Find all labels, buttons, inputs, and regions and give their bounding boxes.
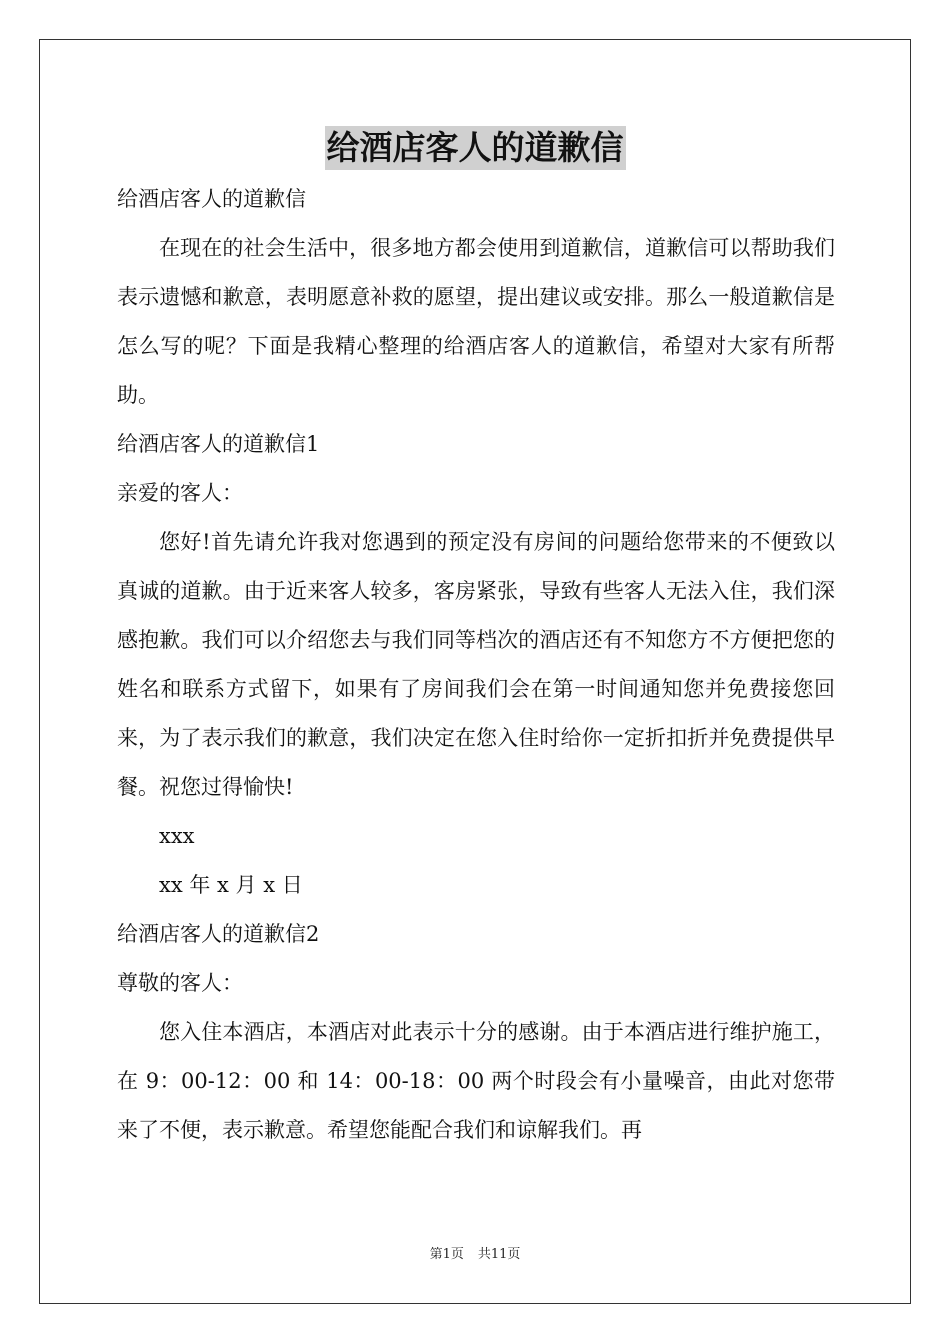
subtitle-line: 给酒店客人的道歉信 — [117, 187, 306, 211]
document-body — [117, 175, 835, 1155]
letter-1-heading: 给酒店客人的道歉信1 — [117, 432, 320, 456]
page-number: 第1页 — [429, 1247, 464, 1262]
page-total: 共11页 — [477, 1247, 521, 1262]
letter-2-heading: 给酒店客人的道歉信2 — [117, 922, 320, 946]
page-footer — [0, 1246, 950, 1264]
title-container — [0, 126, 950, 170]
document-title: 给酒店客人的道歉信 — [325, 126, 626, 170]
letter-1-salutation: 亲爱的客人： — [117, 481, 243, 505]
letter-1-body: 您好!首先请允许我对您遇到的预定没有房间的问题给您带来的不便致以真诚的道歉。由于近来客人较多，客房紧张，导致有些客人无法入住，我们深感抱歉。我们可以介绍您去与我们同等档次的酒店还有不知您方不方便把您的姓名和联系方式留下，如果有了房间我们会在第一时间通知您并免费接您回来，为了表示我们的歉意，我们决定在您入住时给你一定折扣折并免费提供早餐。祝您过得愉快! — [117, 530, 835, 799]
letter-1-date: xx 年 x 月 x 日 — [159, 873, 303, 897]
letter-2-salutation: 尊敬的客人： — [117, 971, 243, 995]
letter-1-signature: xxx — [159, 824, 195, 848]
intro-paragraph: 在现在的社会生活中，很多地方都会使用到道歉信，道歉信可以帮助我们表示遗憾和歉意，表明愿意补救的愿望，提出建议或安排。那么一般道歉信是怎么写的呢？下面是我精心整理的给酒店客人的道歉信，希望对大家有所帮助。 — [117, 236, 835, 407]
letter-2-body: 您入住本酒店，本酒店对此表示十分的感谢。由于本酒店进行维护施工，在 9：00-12：00 和 14：00-18：00 两个时段会有小量噪音，由此对您带来了不便，表示歉意。希望您能配合我们和谅解我们。再 — [117, 1020, 835, 1142]
